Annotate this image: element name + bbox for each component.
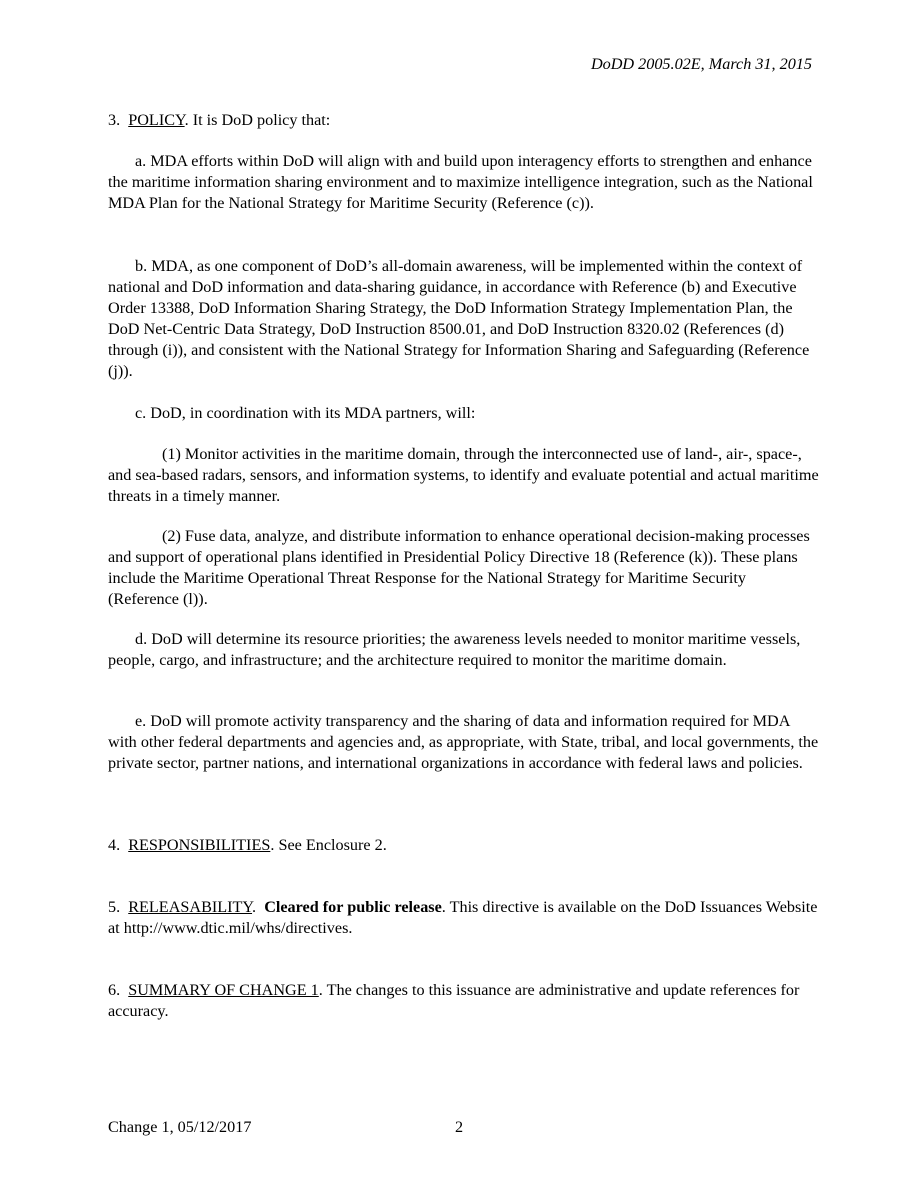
policy-paragraph-a: a. MDA efforts within DoD will align with and build upon interagency efforts to strengthen and enhance the maritime information sharing environment and to maximize intelligence integration, such as the National MDA Plan for the National Strategy for Maritime Security (Reference (c)).	[108, 152, 813, 212]
section-title: POLICY	[128, 111, 185, 129]
policy-paragraph-c2: (2) Fuse data, analyze, and distribute information to enhance operational decision-making processes and support of operational plans identified in Presidential Policy Directive 18 (Reference (k)). These plans include the Maritime Operational Threat Response for the National Strategy for Maritime Security (Reference (l)).	[108, 527, 810, 608]
section-5-releasability	[108, 897, 820, 939]
section-number: 5.	[108, 898, 121, 916]
section-number: 4.	[108, 836, 121, 854]
page-header: DoDD 2005.02E, March 31, 2015	[590, 55, 812, 73]
section-text: . This directive is available on the DoD Issuances Website at http://www.dtic.mil/whs/directives.	[108, 898, 818, 937]
section-number: 3.	[108, 111, 121, 129]
policy-paragraph-c1: (1) Monitor activities in the maritime domain, through the interconnected use of land-, air-, space-, and sea-based radars, sensors, and information systems, to identify and evaluate potential and actual maritime threats in a timely manner.	[108, 445, 819, 505]
footer-change-date: Change 1, 05/12/2017	[108, 1118, 252, 1136]
policy-paragraph-c: c. DoD, in coordination with its MDA partners, will:	[135, 404, 476, 422]
section-text: . The changes to this issuance are administrative and update references for accuracy.	[108, 981, 800, 1020]
section-separator: .	[252, 898, 265, 916]
section-3-heading	[108, 110, 820, 131]
footer-page-number: 2	[455, 1118, 464, 1136]
section-title: SUMMARY OF CHANGE 1	[128, 981, 319, 999]
section-6-summary-of-change	[108, 980, 820, 1022]
section-title: RELEASABILITY	[128, 898, 253, 916]
policy-paragraph-d: d. DoD will determine its resource priorities; the awareness levels needed to monitor maritime vessels, people, cargo, and infrastructure; and the architecture required to monitor the maritime domain.	[108, 630, 801, 669]
release-statement: Cleared for public release	[264, 898, 442, 916]
policy-paragraph-b: b. MDA, as one component of DoD’s all-domain awareness, will be implemented within the context of national and DoD information and data-sharing guidance, in accordance with Reference (b) and Executive Order 13388, DoD Information Sharing Strategy, the DoD Information Strategy Implementation Plan, the DoD Net-Centric Data Strategy, DoD Instruction 8500.01, and DoD Instruction 8320.02 (References (d) through (i)), and consistent with the National Strategy for Information Sharing and Safeguarding (Reference (j)).	[108, 257, 810, 380]
section-text: . See Enclosure 2.	[270, 836, 387, 854]
section-number: 6.	[108, 981, 121, 999]
policy-paragraph-e: e. DoD will promote activity transparency and the sharing of data and information required for MDA with other federal departments and agencies and, as appropriate, with State, tribal, and local governments, the private sector, partner nations, and international organizations in accordance with federal laws and policies.	[108, 712, 819, 772]
section-lead: . It is DoD policy that:	[184, 111, 331, 129]
section-title: RESPONSIBILITIES	[128, 836, 271, 854]
section-4-responsibilities	[108, 835, 820, 856]
